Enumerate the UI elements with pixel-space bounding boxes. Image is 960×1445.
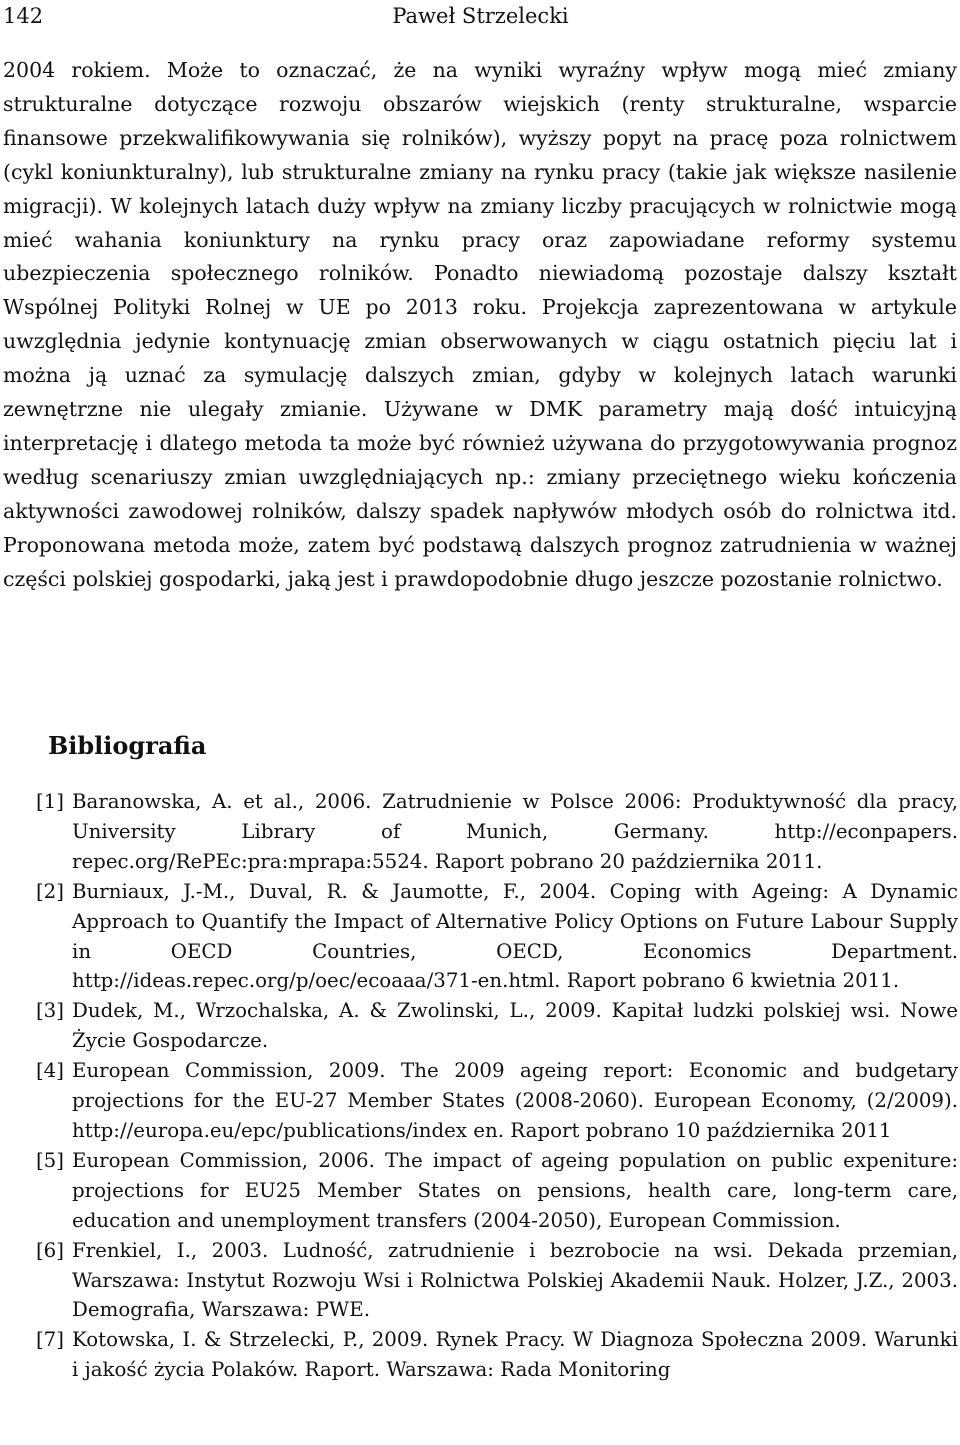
bibliography-entry-1 [0,787,958,877]
bibliography-entry-text: Baranowska, A. et al., 2006. Zatrudnienie w Polsce 2006: Produktywność dla pracy, University Library of Munich, Germany. http://econpapers.​repec.org/RePEc:pra:mprapa:5524. Raport pobrano 20 października 2011. [72,790,958,873]
bibliography-entry-label: [3] [35,999,64,1023]
body-paragraph: 2004 rokiem. Może to oznaczać, że na wyniki wyraźny wpływ mogą mieć zmiany strukturalne dotyczące rozwoju obszarów wiejskich (renty strukturalne, wsparcie finansowe przekwalifikowywania się rolników), wyższy popyt na pracę poza rolnictwem (cykl koniunkturalny), lub strukturalne zmiany na rynku pracy (takie jak większe nasilenie migracji). W kolejnych latach duży wpływ na zmiany liczby pracujących w rolnictwie mogą mieć wahania koniunktury na rynku pracy oraz zapowiadane reformy systemu ubezpieczenia społecznego rolników. Ponadto niewiadomą pozostaje dalszy kształt Wspólnej Polityki Rolnej w UE po 2013 roku. Projekcja zaprezentowana w artykule uwzględnia jedynie kontynuację zmian obserwowanych w ciągu ostatnich pięciu lat i można ją uznać za symulację dalszych zmian, gdyby w kolejnych latach warunki zewnętrzne nie ulegały zmianie. Używane w DMK parametry mają dość intuicyjną interpretację i dlatego metoda ta może być również używana do przygotowywania prognoz według scenariuszy zmian uwzględniających np.: zmiany przeciętnego wieku kończenia aktywności zawodowej rolników, dalszy spadek napływów młodych osób do rolnictwa itd. Proponowana metoda może, zatem być podstawą dalszych prognoz zatrudnienia w ważnej części polskiej gospodarki, jaką jest i prawdopodobnie długo jeszcze pozostanie rolnictwo. [3,58,957,591]
bibliography-entry-label: [5] [35,1148,64,1172]
bibliography-entry-text: European Commission, 2009. The 2009 ageing report: Economic and budgetary projections for the EU-27 Member States (2008-2060). European Economy, (2/2009). http://europa.eu/epc/publications/index en. Raport pobrano 10 października 2011 [72,1059,958,1142]
bibliography-entry-label: [1] [35,790,64,813]
bibliography-entry-label: [2] [35,879,64,903]
bibliography-entry-2 [0,877,958,997]
running-head-author: Paweł Strzelecki [392,4,569,28]
bibliography-entry-3 [0,996,958,1056]
bibliography-entry-label: [6] [35,1238,64,1262]
bibliography-entry-text: European Commission, 2006. The impact of ageing population on public expeniture: projections for EU25 Member States on pensions, health care, long-term care, education and unemployment transfers (2004-2050), European Commission. [72,1148,958,1232]
running-head [3,2,958,30]
bibliography-heading: Bibliografia [48,731,207,760]
bibliography-entry-text: Burniaux, J.-M., Duval, R. & Jaumotte, F., 2004. Coping with Ageing: A Dynamic Approach to Quantify the Impact of Alternative Policy Options on Future Labour Supply in OECD Countries, OECD, Economics Department. http://ideas.repec.org/p/oec/ecoaaa/371-en.html. Raport pobrano 6 kwietnia 2011. [72,879,958,993]
bibliography-entry-7 [0,1325,958,1385]
bibliography-entry-6 [0,1236,958,1326]
bibliography-entry-text: Kotowska, I. & Strzelecki, P., 2009. Rynek Pracy. W Diagnoza Społeczna 2009. Warunki i jakość życia Polaków. Raport. Warszawa: Rada Monitoring [72,1328,958,1382]
bibliography-entry-4 [0,1056,958,1146]
bibliography-entry-5 [0,1146,958,1236]
bibliography-list [0,787,958,1385]
bibliography-entry-text: Frenkiel, I., 2003. Ludność, zatrudnienie i bezrobocie na wsi. Dekada przemian, Warszawa: Instytut Rozwoju Wsi i Rolnictwa Polskiej Akademii Nauk. Holzer, J.Z., 2003. Demografia, Warszawa: PWE. [72,1238,958,1322]
bibliography-entry-label: [4] [35,1059,64,1083]
bibliography-entry-label: [7] [35,1328,64,1352]
page-number: 142 [3,4,44,28]
bibliography-entry-text: Dudek, M., Wrzochalska, A. & Zwolinski, L., 2009. Kapitał ludzki polskiej wsi. Nowe Życie Gospodarcze. [72,999,958,1053]
